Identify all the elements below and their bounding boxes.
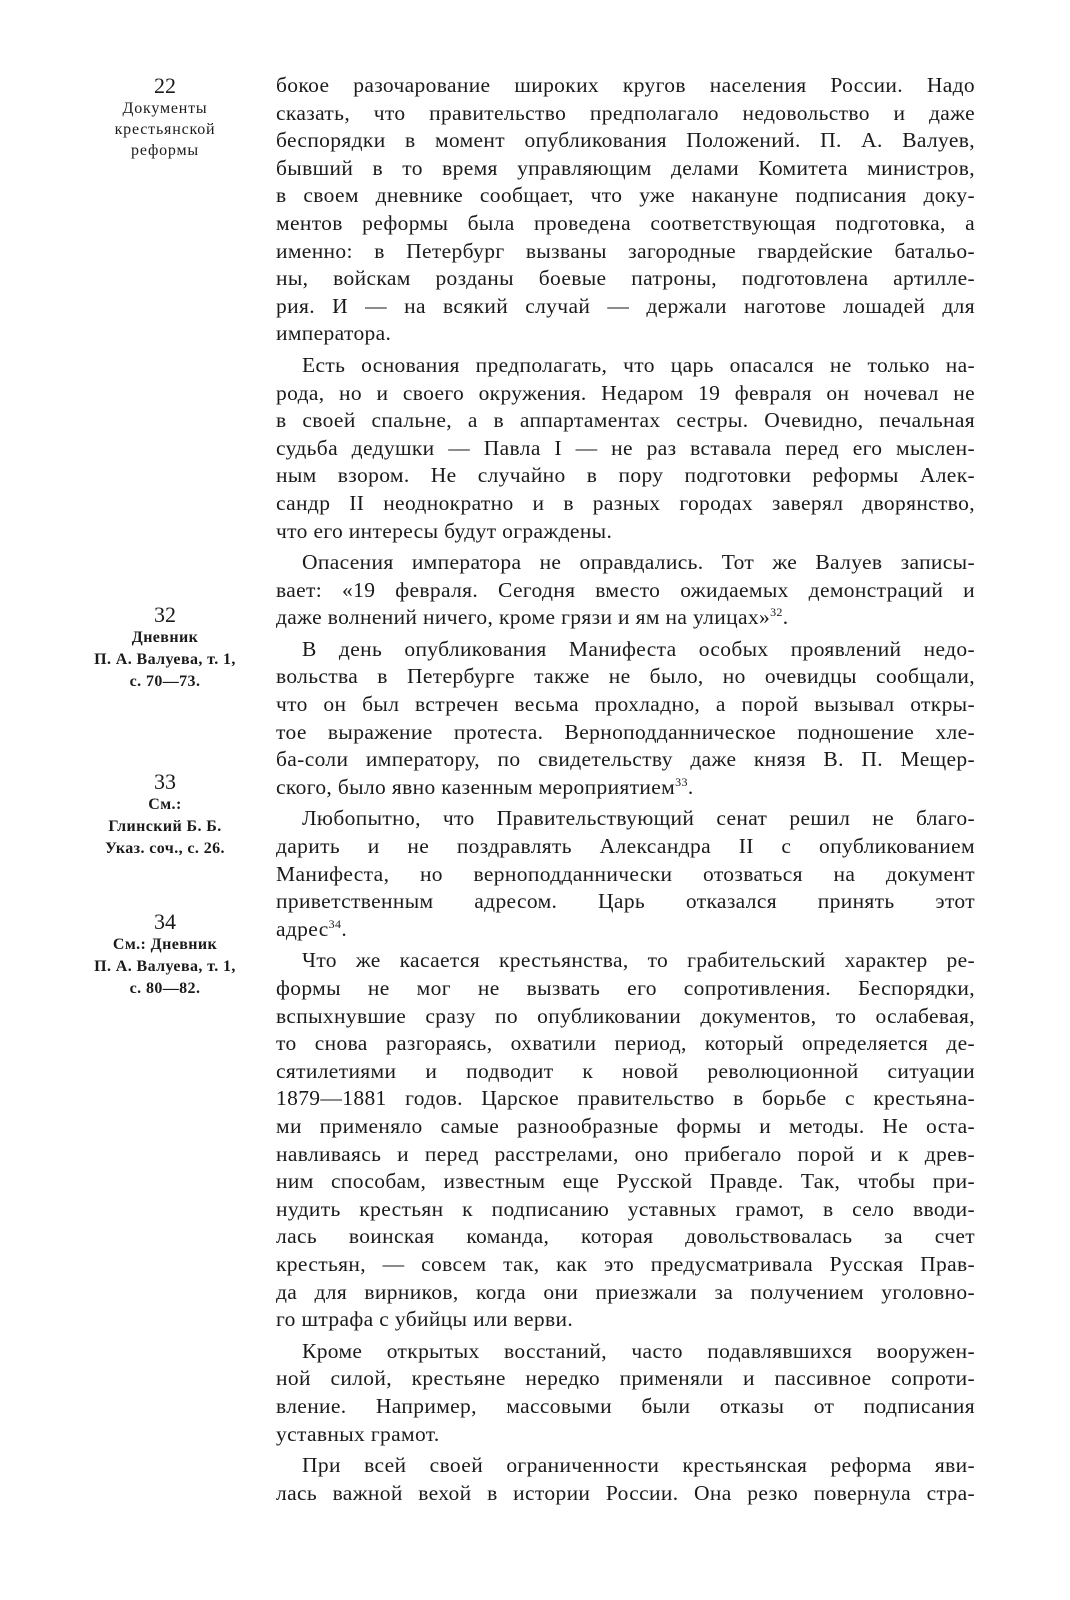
text-run: даже волнений ничего, кроме грязи и ям на улицах» [276,605,771,630]
footnote-34 [60,910,270,1000]
body-text [276,72,975,1511]
text-line: ны, войскам розданы боевые патроны, подготовлена артилле- [276,266,975,291]
text-line: приветственным адресом. Царь отказался принять этот [276,889,975,914]
paragraph [276,1338,975,1448]
footnote-line: Дневник [131,629,199,646]
section-title-line: Документы [122,100,208,117]
running-header [60,74,270,161]
text-line: вает: «19 февраля. Сегодня вместо ожидаемых демонстраций и [276,577,975,602]
footnote-ref: 33 [675,774,688,789]
text-line: бывший в то время управляющим делами Комитета министров, [276,155,975,180]
footnote-line: с. 80—82. [129,980,201,997]
text-line: ского, было явно казенным мероприятием$^{33}$. [276,774,694,799]
footnote-ref: 34 [328,916,342,931]
text-line: сятилетиями и подводит к новой революционной ситуации [276,1058,975,1083]
footnote-line: Глинский Б. Б. [108,818,222,835]
text-line: Что же касается крестьянства, то грабительский характер ре- [302,948,975,973]
text-line: Манифеста, но верноподданнически отозваться на документ [276,861,975,886]
text-line: даже волнений ничего, кроме грязи и ям на улицах»$^{32}$. [276,605,789,630]
text-line: в своей спальне, а в аппартаментах сестры. Очевидно, печальная [276,408,975,433]
text-line: формы не мог не вызвать его сопротивления. Беспорядки, [276,976,975,1000]
text-line: крестьян, — совсем так, как это предусматривала Русская Прав- [276,1251,975,1276]
text-line: беспорядки в момент опубликования Положений. П. А. Валуев, [276,128,975,153]
text-line: вольства в Петербурге также не было, но очевидцы сообщали, [276,664,975,689]
text-line: Есть основания предполагать, что царь опасался не только на- [302,352,975,377]
footnote-line: См.: [148,796,182,813]
text-line: нудить крестьян к подписанию уставных грамот, в село вводи- [276,1196,975,1221]
text-line: рода, но и своего окружения. Недаром 19 февраля он ночевал не [276,380,975,405]
text-line: ба-соли императору, по свидетельству даже князя В. П. Мещер- [276,747,975,772]
text-line: рия. И — на всякий случай — держали наготове лошадей для [276,293,975,318]
text-line: вспыхнувшие сразу по опубликовании документов, то ослабевая, [276,1003,975,1028]
text-line: Опасения императора не оправдались. Тот же Валуев записы- [302,550,975,575]
paragraph [276,549,975,632]
footnote-33 [60,770,270,860]
footnote-number: 32 [154,602,176,627]
text-line: да для вирников, когда они приезжали за получением уголовно- [276,1279,975,1304]
text-line: именно: в Петербург вызваны загородные гвардейские батальо- [276,238,975,263]
text-line: уставных грамот. [276,1421,440,1446]
text-line: лась важной вехой в истории России. Она резко повернула стра- [276,1480,975,1505]
paragraph [276,352,975,545]
paragraph [276,947,975,1333]
text-line: сказать, что правительство предполагало недовольство и даже [276,100,975,125]
text-line: вление. Например, массовыми были отказы от подписания [276,1393,975,1418]
footnote-ref: 32 [770,605,783,620]
paragraph [276,636,975,802]
section-title-line: крестьянской [114,121,216,138]
text-line: ным взором. Не случайно в пору подготовки реформы Алек- [276,463,975,488]
text-line: сандр II неоднократно и в разных городах заверял дворянство, [276,490,975,515]
footnote-number: 34 [154,909,176,934]
page-number: 22 [154,73,176,98]
text-line: навливаясь и перед расстрелами, оно прибегало порой и к древ- [276,1141,975,1166]
text-line: ментов реформы была проведена соответствующая подготовка, а [276,210,975,235]
paragraph [276,1452,975,1507]
text-line: что его интересы будут ограждены. [276,518,613,543]
text-line: судьба дедушки — Павла I — не раз вставала перед его мыслен- [276,435,975,460]
text-line: дарить и не поздравлять Александра II с опубликованием [276,834,975,859]
text-line: лась воинская команда, которая довольствовалась за счет [276,1224,975,1249]
text-line: что он был встречен весьма прохладно, а порой вызывал откры- [276,692,975,717]
text-line: 1879—1881 годов. Царское правительство в борьбе с крестьяна- [276,1086,975,1111]
text-line: то снова разгораясь, охватили период, который определяется де- [276,1031,975,1056]
text-line: адрес$^{34}$. [276,916,348,941]
text-line: Кроме открытых восстаний, часто подавлявшихся вооружен- [302,1338,975,1363]
section-title-line: реформы [131,142,199,159]
footnote-line: См.: Дневник [112,936,218,953]
footnote-line: с. 70—73. [129,673,201,690]
text-line: При всей своей ограниченности крестьянская реформа яви- [302,1453,975,1478]
text-line: Любопытно, что Правительствующий сенат решил не благо- [302,806,975,831]
text-line: ми применяло самые разнообразные формы и методы. Не оста- [276,1113,975,1138]
text-line: в своем дневнике сообщает, что уже накануне подписания доку- [276,183,975,208]
footnote-line: П. А. Валуева, т. 1, [94,651,236,668]
text-line: бокое разочарование широких кругов населения России. Надо [276,73,975,97]
footnote-line: Указ. соч., с. 26. [105,840,225,857]
text-line: ним способам, известным еще Русской Правде. Так, чтобы при- [276,1169,975,1194]
text-line: ной силой, крестьяне нередко применяли и пассивное сопроти- [276,1366,975,1391]
footnote-number: 33 [154,769,176,794]
paragraph [276,72,975,348]
paragraph [276,805,975,943]
text-run: адрес [276,916,329,941]
text-line: го штрафа с убийцы или верви. [276,1307,574,1332]
footnote-line: П. А. Валуева, т. 1, [94,958,236,975]
footnote-32 [60,603,270,693]
text-line: императора. [276,321,392,346]
text-line: В день опубликования Манифеста особых проявлений недо- [302,636,975,661]
text-run: ского, было явно казенным мероприятием [276,774,676,799]
text-line: тое выражение протеста. Верноподданническое подношение хле- [276,719,975,744]
